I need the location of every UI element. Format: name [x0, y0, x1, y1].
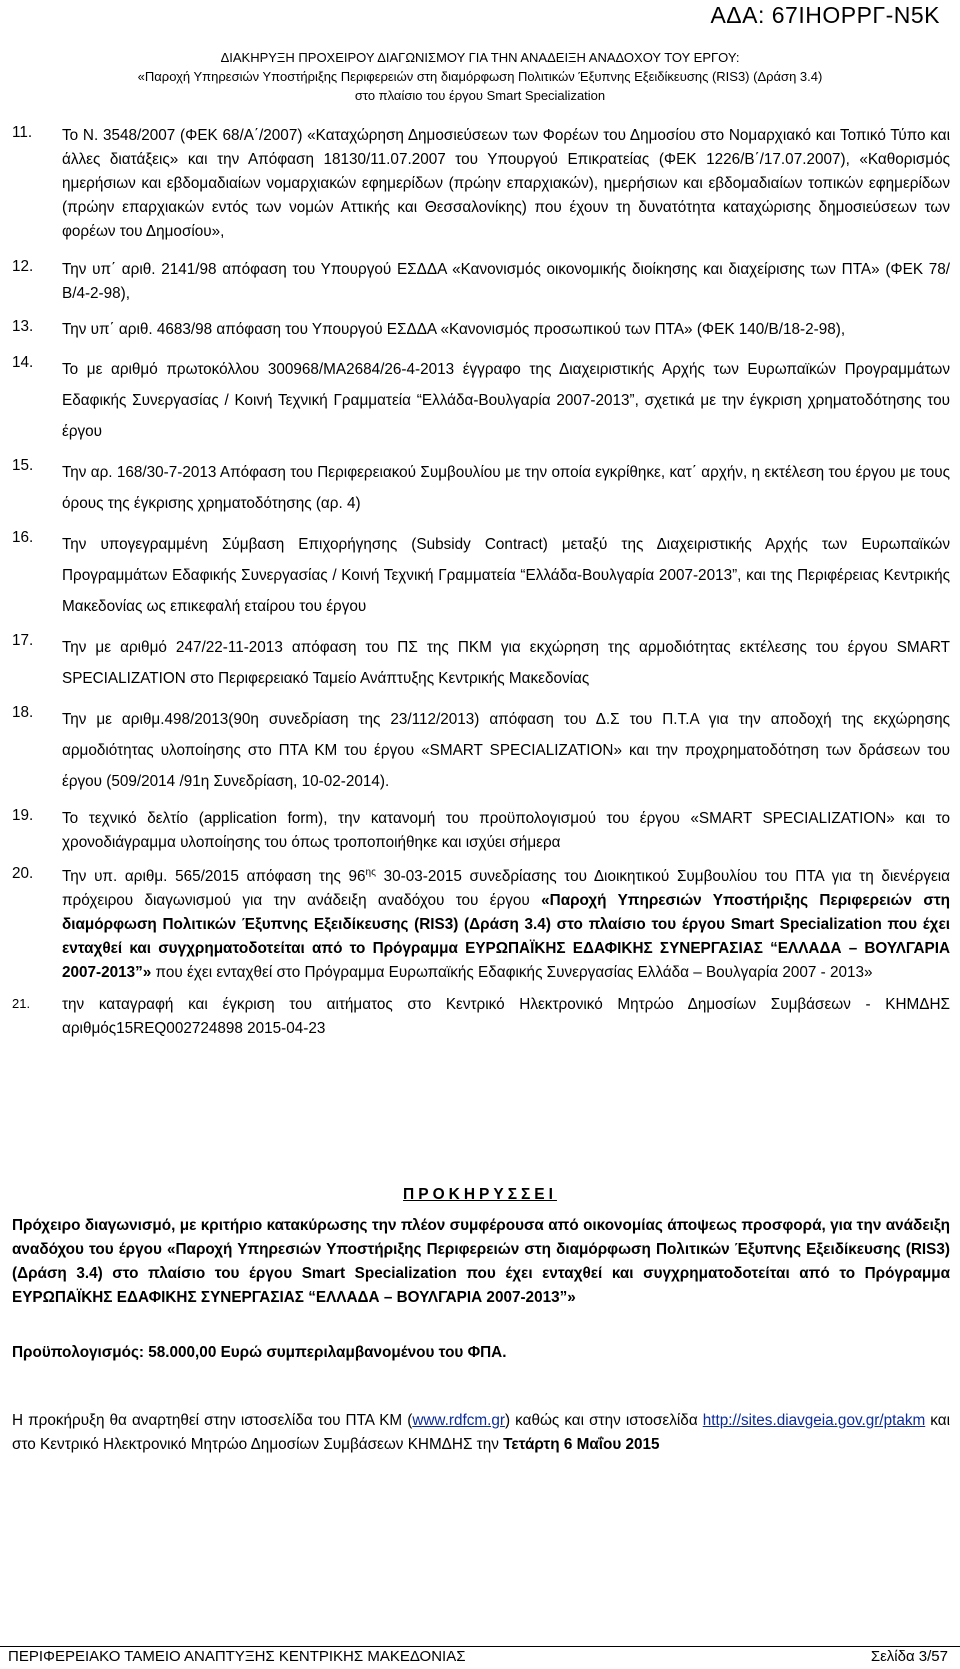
item-number: 19.	[12, 807, 34, 824]
item-text: Την με αριθμ.498/2013(90η συνεδρίαση της 23/112/2013) απόφαση του Δ.Σ του Π.Τ.Α για την αποδοχή της εκχώρησης αρμοδιότητας υλοποίησης στο ΠΤΑ ΚΜ του έργου «SMART SPECIALIZATION» και την προχρηματοδότηση των δράσεων του έργου (509/2014 /91η Συνεδρίαση, 10-02-2014).	[62, 711, 950, 790]
item-number: 21.	[12, 996, 31, 1011]
item-number: 12.	[12, 258, 34, 275]
item-text: Το με αριθμό πρωτοκόλλου 300968/ΜΑ2684/26-4-2013 έγγραφο της Διαχειριστικής Αρχής των Ευρωπαϊκών Προγραμμάτων Εδαφικής Συνεργασίας / Κοινή Τεχνική Γραμματεία “Ελλάδα-Βουλγαρία 2007-2013”, σχετικά με την έγκριση χρηματοδότησης του έργου	[62, 361, 950, 440]
item-text: Την υπ΄ αριθ. 4683/98 απόφαση του Υπουργού ΕΣΔΔΑ «Κανονισμός προσωπικού των ΠΤΑ» (ΦΕΚ 140/Β/18-2-98),	[62, 321, 846, 338]
list-item-14	[12, 354, 950, 447]
item-number: 18.	[12, 704, 34, 721]
list-item-21	[12, 993, 950, 1041]
proclamation-paragraph: Πρόχειρο διαγωνισμό, με κριτήριο κατακύρωσης την πλέον συμφέρουσα από οικονομίας άποψεως προσφορά, για την ανάδειξη αναδόχου του έργου «Παροχή Υπηρεσιών Υποστήριξης Περιφερειών στη διαμόρφωση Πολιτικών Έξυπνης Εξειδίκευσης (RIS3) (Δράση 3.4) στο πλαίσιο του έργου Smart Specialization που έχει ενταχθεί και συγχρηματοδοτείται από το Πρόγραμμα ΕΥΡΩΠΑΪΚΗΣ ΕΔΑΦΙΚΗΣ ΣΥΝΕΡΓΑΣΙΑΣ “ΕΛΛΑΔΑ – ΒΟΥΛΓΑΡΙΑ 2007-2013”»	[12, 1217, 950, 1306]
section-title: ΠΡΟΚΗΡΥΣΣΕΙ	[403, 1186, 557, 1203]
list-item-13	[12, 318, 950, 342]
item-number: 11.	[12, 124, 33, 141]
item-text	[62, 865, 950, 985]
list-item-20	[12, 865, 950, 985]
item-text: Την αρ. 168/30-7-2013 Απόφαση του Περιφερειακού Συμβουλίου με την οποία εγκρίθηκε, κατ΄ αρχήν, η εκτέλεση του έργου με τους όρους της έγκρισης χρηματοδότησης (αρ. 4)	[62, 464, 950, 512]
list-item-19	[12, 807, 950, 855]
page-footer	[0, 1646, 960, 1665]
item-20-project-title: «Παροχή Υπηρεσιών Υποστήριξης Περιφερειών στη διαμόρφωση Πολιτικών Έξυπνης Εξειδίκευσης (RIS3) (Δράση 3.4) στο πλαίσιο του έργου Smart Specialization που έχει ενταχθεί και συγχρηματοδοτείται από το Πρόγραμμα ΕΥΡΩΠΑΪΚΗΣ ΕΔΑΦΙΚΗΣ ΣΥΝΕΡΓΑΣΙΑΣ “ΕΛΛΑΔΑ – ΒΟΥΛΓΑΡΙΑ 2007-2013”»	[62, 892, 950, 981]
item-20-pre: Την υπ. αριθμ. 565/2015 απόφαση της 96	[62, 868, 366, 885]
header-line-2: «Παροχή Υπηρεσιών Υποστήριξης Περιφερειών στη διαμόρφωση Πολιτικών Έξυπνης Εξειδίκευσης (RIS3) (Δράση 3.4)	[137, 69, 823, 84]
item-text: Την με αριθμό 247/22-11-2013 απόφαση του ΠΣ της ΠΚΜ για εκχώρηση της αρμοδιότητας εκτέλεσης του έργου SMART SPECIALIZATION στο Περιφερειακό Ταμείο Ανάπτυξης Κεντρικής Μακεδονίας	[62, 639, 950, 687]
item-20-post: που έχει ενταχθεί στο Πρόγραμμα Ευρωπαϊκής Εδαφικής Συνεργασίας Ελλάδα – Βουλγαρία 2007 - 2013»	[151, 964, 873, 981]
ada-code: ΑΔΑ: 67ΙΗΟΡΡΓ-Ν5Κ	[710, 2, 940, 28]
list-item-15	[12, 457, 950, 519]
list-item-18	[12, 704, 950, 797]
item-number: 14.	[12, 354, 34, 371]
diavgeia-link[interactable]: http://sites.diavgeia.gov.gr/ptakm	[702, 1412, 926, 1429]
list-item-16	[12, 529, 950, 622]
publication-date: Τετάρτη 6 Μαΐου 2015	[503, 1436, 660, 1453]
item-20-mid: 30-03-2015 συνεδρίασης του Διοικητικού Συμβουλίου του ΠΤΑ για τη διενέργεια πρόχειρου διαγωνισμού για την ανάδειξη αναδόχου του έργου	[62, 868, 951, 909]
publication-paragraph	[12, 1409, 950, 1457]
item-text: Το Ν. 3548/2007 (ΦΕΚ 68/Α΄/2007) «Καταχώρηση Δημοσιεύσεων των Φορέων του Δημοσίου στο Νομαρχιακό και Τοπικό Τύπο και άλλες διατάξεις» και την Απόφαση 18130/11.07.2007 του Υπουργού Επικρατείας (ΦΕΚ 1226/Β΄/17.07.2007), «Καθορισμός ημερήσιων και εβδομαδιαίων νομαρχιακών εφημερίδων (πρώην επαρχιακών), ημερήσιων και εβδομαδιαίων τοπικών εφημερίδων (πρώην επαρχιακών εντός των νομών Αττικής και Θεσσαλονίκης) που έχουν τη δυνατότητα καταχώρισης δημοσιεύσεων των φορέων του Δημοσίου»,	[62, 127, 950, 240]
ordinal-suffix: ης	[365, 866, 376, 878]
header-line-1: ΔΙΑΚΗΡΥΞΗ ΠΡΟΧΕΙΡΟΥ ΔΙΑΓΩΝΙΣΜΟΥ ΓΙΑ ΤΗΝ ΑΝΑΔΕΙΞΗ ΑΝΑΔΟΧΟΥ ΤΟΥ ΕΡΓΟΥ:	[220, 50, 740, 65]
rdfcm-link[interactable]: www.rdfcm.gr	[412, 1412, 505, 1429]
list-item-11	[12, 124, 950, 244]
item-number: 15.	[12, 457, 34, 474]
header-line-3: στο πλαίσιο του έργου Smart Specialization	[354, 88, 606, 103]
document-header	[0, 48, 960, 105]
item-number: 13.	[12, 318, 34, 335]
list-item-17	[12, 632, 950, 694]
page-number: Σελίδα 3/57	[870, 1648, 948, 1665]
publication-text-1: Η προκήρυξη θα αναρτηθεί στην ιστοσελίδα του ΠΤΑ ΚΜ (	[12, 1412, 413, 1429]
budget-line: Προϋπολογισμός: 58.000,00 Ευρώ συμπεριλαμβανομένου του ΦΠΑ.	[12, 1344, 507, 1361]
footer-organization: ΠΕΡΙΦΕΡΕΙΑΚΟ ΤΑΜΕΙΟ ΑΝΑΠΤΥΞΗΣ ΚΕΝΤΡΙΚΗΣ ΜΑΚΕΔΟΝΙΑΣ	[8, 1648, 466, 1665]
item-text: Το τεχνικό δελτίο (application form), την κατανομή του προϋπολογισμού του έργου «SMART SPECIALIZATION» και το χρονοδιάγραμμα υλοποίησης του όπως τροποποιήθηκε και ισχύει σήμερα	[62, 810, 950, 851]
item-text: Την υπογεγραμμένη Σύμβαση Επιχορήγησης (Subsidy Contract) μεταξύ της Διαχειριστικής Αρχής των Ευρωπαϊκών Προγραμμάτων Εδαφικής Συνεργασίας / Κοινή Τεχνική Γραμματεία “Ελλάδα-Βουλγαρία 2007-2013”, και της Περιφέρειας Κεντρικής Μακεδονίας ως επικεφαλή εταίρου του έργου	[62, 536, 950, 615]
publication-text-3: και στο Κεντρικό Ηλεκτρονικό Μητρώο Δημοσίων Συμβάσεων ΚΗΜΔΗΣ την	[12, 1412, 950, 1453]
considerations-list	[12, 124, 950, 1041]
item-text: Την υπ΄ αριθ. 2141/98 απόφαση του Υπουργού ΕΣΔΔΑ «Κανονισμός οικονομικής διοίκησης και διαχείρισης των ΠΤΑ» (ΦΕΚ 78/Β/4-2-98),	[62, 261, 950, 302]
publication-text-2: ) καθώς και στην ιστοσελίδα	[504, 1412, 703, 1429]
item-text: την καταγραφή και έγκριση του αιτήματος στο Κεντρικό Ηλεκτρονικό Μητρώο Δημοσίων Συμβάσεων - ΚΗΜΔΗΣ αριθμός15REQ002724898 2015-04-23	[62, 996, 950, 1037]
list-item-12	[12, 258, 950, 306]
item-number: 17.	[12, 632, 34, 649]
item-number: 20.	[12, 865, 34, 882]
item-number: 16.	[12, 529, 34, 546]
